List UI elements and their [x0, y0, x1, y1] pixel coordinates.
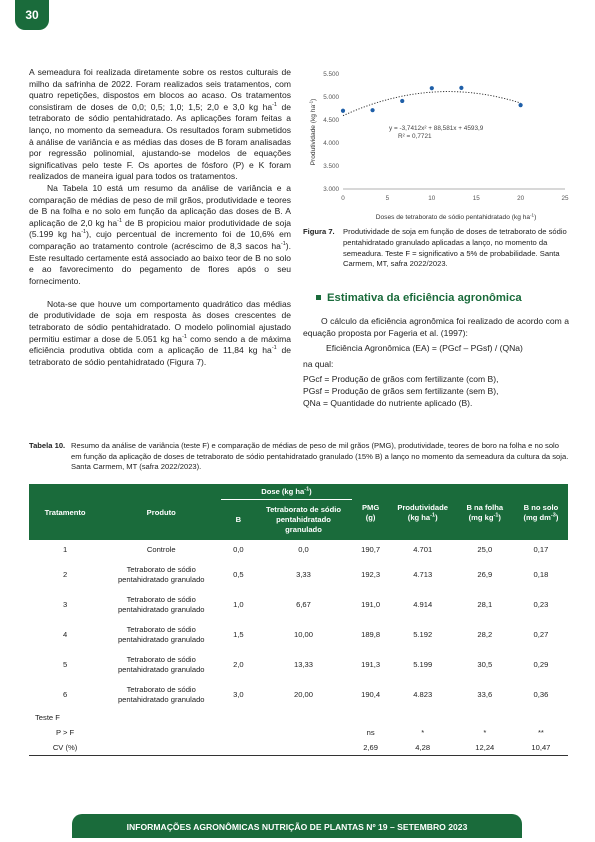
section-title: Estimativa da eficiência agronômica	[327, 292, 522, 304]
dose-b-cell: 2,0	[233, 660, 244, 669]
x-tick-label: 20	[517, 195, 525, 202]
product-cell: Controle	[146, 545, 176, 554]
product-cell: Tetraborato de sódio pentahidratado granulado	[117, 625, 205, 644]
figure-caption	[303, 227, 575, 270]
header-b-solo: B no solo (mg $dm^{-3}$)	[514, 484, 568, 540]
pf-bsolo: **	[537, 727, 544, 737]
header-produtividade: Produtividade (kg $ha^{-1}$)	[390, 484, 456, 540]
data-point	[430, 86, 434, 90]
pf-pmg: ns	[366, 727, 375, 737]
page-number: 30	[15, 0, 49, 30]
trend-line	[343, 92, 521, 116]
formula-def-qna: QNa = Quantidade do nutriente aplicado (B).	[303, 397, 473, 408]
cv-bfolha: 12,24	[456, 740, 514, 756]
formula-where: na qual:	[303, 358, 334, 369]
left-column	[29, 67, 291, 368]
pmg-cell: 190,7	[361, 545, 381, 554]
dose-tetraborato-cell: 0,0	[298, 545, 309, 554]
y-tick-label: 4.000	[323, 140, 339, 147]
dose-b-cell: 3,0	[233, 690, 244, 699]
x-tick-label: 0	[341, 195, 345, 202]
cv-bsolo: 10,47	[514, 740, 568, 756]
table-caption	[29, 441, 570, 473]
paragraph-efficiency: O cálculo da eficiência agronômica foi realizado de acordo com a equação proposta por Fageria et al. (1997):	[303, 316, 569, 338]
cv-label: CV (%)	[29, 740, 101, 756]
dose-tetraborato-cell: 3,33	[296, 570, 311, 579]
table-caption-text: Resumo da análise de variância (teste F) e comparação de médias de peso de mil grãos (PMG), produtividade, teores de boro na folha e no solo em função da aplicação de doses de tetraborato de sódio pentahidratado granulado (15% B) a lanço no momento da semeadura da cultura da soja. Santa Carmem, MT (safra 2022/2023).	[71, 441, 569, 471]
pf-prod: *	[421, 727, 425, 737]
b-soil-cell: 0,23	[533, 600, 549, 609]
table-row-pf	[29, 725, 568, 740]
pf-label: P > F	[55, 727, 75, 737]
x-tick-label: 10	[428, 195, 436, 202]
dose-tetraborato-cell: 20,00	[293, 690, 313, 699]
footer-banner: INFORMAÇÕES AGRONÔMICAS NUTRIÇÃO DE PLANTAS Nº 19 – SETEMBRO 2023	[72, 814, 522, 838]
b-soil-cell: 0,29	[533, 660, 549, 669]
data-point	[519, 103, 523, 107]
header-b: B	[221, 500, 255, 541]
dose-b-cell: 0,0	[233, 545, 244, 554]
figure-label: Figura 7.	[303, 227, 335, 236]
treatment-cell: 2	[62, 570, 68, 579]
productivity-cell: 5.199	[413, 660, 433, 669]
header-b-folha: B na folha (mg $kg^{-1}$)	[456, 484, 514, 540]
header-dose: Dose (kg $ha^{-1}$)	[221, 484, 351, 500]
productivity-cell: 4.701	[413, 545, 433, 554]
y-tick-label: 3.000	[323, 186, 339, 193]
pmg-cell: 190,4	[361, 690, 381, 699]
y-tick-label: 5.000	[323, 94, 339, 101]
treatment-cell: 3	[62, 600, 68, 609]
x-tick-label: 25	[561, 195, 569, 202]
efficiency-formula: Eficiência Agronômica (EA) = (PGcf – PGsf) / (QNa)	[326, 343, 523, 354]
b-soil-cell: 0,18	[533, 570, 549, 579]
table-row	[29, 540, 568, 560]
table-row-teste-f	[29, 710, 568, 725]
dose-b-cell: 1,0	[233, 600, 244, 609]
b-leaf-cell: 26,9	[477, 570, 493, 579]
y-tick-label: 3.500	[323, 163, 339, 170]
treatment-cell: 1	[62, 545, 68, 554]
b-leaf-cell: 33,6	[477, 690, 493, 699]
y-axis-label: Produtividade (kg $ha^{-1}$)	[308, 98, 317, 166]
pf-bfolha: *	[483, 727, 487, 737]
chart-svg	[303, 66, 578, 224]
x-axis-label: Doses de tetraborato de sódio pentahidratado (kg $ha^{-1}$)	[375, 212, 537, 221]
dose-tetraborato-cell: 13,33	[293, 660, 313, 669]
data-point	[341, 109, 345, 113]
cv-pmg: 2,69	[352, 740, 390, 756]
x-tick-label: 5	[385, 195, 390, 202]
b-soil-cell: 0,36	[533, 690, 549, 699]
data-point	[459, 86, 463, 90]
pmg-cell: 191,3	[361, 660, 381, 669]
table-row	[29, 590, 568, 620]
cv-prod: 4,28	[390, 740, 456, 756]
teste-f-label: Teste F	[35, 712, 60, 722]
data-point	[400, 99, 404, 103]
pmg-cell: 192,3	[361, 570, 381, 579]
data-point	[370, 108, 374, 112]
right-column	[303, 316, 569, 409]
productivity-cell: 4.914	[413, 600, 433, 609]
header-pmg: PMG (g)	[352, 484, 390, 540]
b-leaf-cell: 25,0	[477, 545, 493, 554]
figure-7-chart	[303, 66, 578, 224]
figure-caption-text: Produtividade de soja em função de doses de tetraborato de sódio pentahidratado granulado aplicadas a lanço, no momento da semeadura. Teste F = significativo a 5% de probabilidade. Santa Carmem, MT, safra 2022/2023.	[343, 227, 567, 269]
header-produto: Produto	[101, 484, 221, 540]
dose-b-cell: 1,5	[233, 630, 244, 639]
b-leaf-cell: 28,2	[477, 630, 493, 639]
table-body	[29, 540, 568, 756]
dose-b-cell: 0,5	[233, 570, 244, 579]
table-label: Tabela 10.	[29, 441, 66, 450]
product-cell: Tetraborato de sódio pentahidratado granulado	[117, 595, 205, 614]
header-tratamento: Tratamento	[29, 484, 101, 540]
formula-def-pgsf: PGsf = Produção de grãos sem fertilizante (sem B),	[303, 385, 499, 396]
section-bullet-icon	[316, 295, 321, 300]
product-cell: Tetraborato de sódio pentahidratado granulado	[117, 565, 205, 584]
trend-r2: R² = 0,7721	[398, 133, 432, 140]
b-leaf-cell: 30,5	[477, 660, 493, 669]
y-tick-label: 4.500	[323, 117, 339, 124]
table-row	[29, 620, 568, 650]
productivity-cell: 4.713	[413, 570, 433, 579]
b-soil-cell: 0,27	[533, 630, 549, 639]
formula-def-pgcf: PGcf = Produção de grãos com fertilizante (com B),	[303, 374, 499, 385]
b-soil-cell: 0,17	[533, 545, 549, 554]
b-leaf-cell: 28,1	[477, 600, 493, 609]
treatment-cell: 4	[62, 630, 68, 639]
pmg-cell: 189,8	[361, 630, 381, 639]
dose-tetraborato-cell: 10,00	[293, 630, 313, 639]
paragraph-methods: A semeadura foi realizada diretamente sobre os restos culturais de milho da safrinha de 2022. Foram realizados seis tratamentos, com quatro repetições, dispostos em blocos ao acaso. Os tratamentos consistiram de doses de 0,0; 0,5; 1,0; 1,5; 2,0 e 3,0 kg $ha^{-1}$ de tetraborato de sódio pentahidratado. As aplicações foram feitas a lanço, no momento da semeadura. Os resultados foram submetidos à análise de variância e as médias das doses de B foram analisadas por regressão polinomial, ajustando-se modelos de equações significativas pelo teste F. Os aportes de fósforo (P) e K foram realizados de maneira igual para todos os tratamentos.	[29, 67, 291, 182]
table-row	[29, 680, 568, 710]
treatment-cell: 6	[62, 690, 68, 699]
paragraph-results: Na Tabela 10 está um resumo da análise de variância e a comparação de médias de peso de mil grãos, produtividade e teores de B na folha e no solo em função da aplicação das doses de B. A aplicação de 2,0 kg $ha^{-1}$ de B propiciou maior produtividade de soja (5.199 kg $ha^{-1}$), cujo percentual de incremento foi de 10,6% em comparação ao tratamento controle (acréscimo de 8,3 sacos $ha^{-1}$). Este resultado certamente está associado ao baixo teor de B no solo e ao favorecimento do pegamento de flores após o seu fornecimento.	[29, 182, 291, 286]
pmg-cell: 191,0	[361, 600, 381, 609]
productivity-cell: 4.823	[413, 690, 433, 699]
table-row	[29, 650, 568, 680]
product-cell: Tetraborato de sódio pentahidratado granulado	[117, 655, 205, 674]
header-tetraborato: Tetraborato de sódio pentahidratado granulado	[255, 500, 351, 541]
y-tick-label: 5.500	[323, 71, 339, 78]
results-table	[29, 484, 568, 756]
table-row-cv	[29, 740, 568, 756]
dose-tetraborato-cell: 6,67	[296, 600, 311, 609]
trend-equation: y = -3,7412x² + 88,581x + 4593,9	[389, 125, 484, 132]
table-row	[29, 560, 568, 590]
paragraph-quadratic: Nota-se que houve um comportamento quadrático das médias de produtividade de soja em resposta às doses crescentes de tetraborato de sódio pentahidratado. O modelo polinomial ajustado permitiu estimar a dose de 5.051 kg $ha^{-1}$ como sendo a de máxima eficiência produtiva obtida com a aplicação de 11,84 kg $ha^{-1}$ de tetraborato de sódio pentahidratado (Figura 7).	[29, 298, 291, 367]
treatment-cell: 5	[62, 660, 68, 669]
product-cell: Tetraborato de sódio pentahidratado granulado	[117, 685, 205, 704]
x-tick-label: 15	[472, 195, 480, 202]
productivity-cell: 5.192	[413, 630, 433, 639]
